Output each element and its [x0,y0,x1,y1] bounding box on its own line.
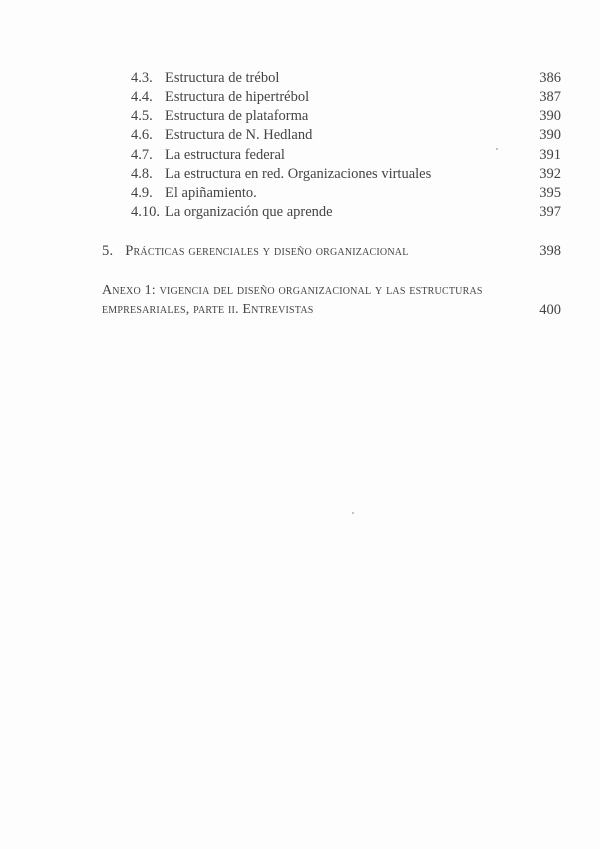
toc-entry-page: 397 [539,204,561,220]
toc-entry-number: 4.3. [131,70,153,86]
toc-entry-page: 390 [539,108,561,124]
toc-entry-page: 395 [539,185,561,201]
toc-entry-page: 392 [539,166,561,182]
toc-entry-number: 4.9. [131,185,153,201]
toc-entry-page: 386 [539,70,561,86]
toc-entry-title: Estructura de trébol [165,70,280,86]
toc-section-number: 5. [102,243,114,259]
toc-entry-title: Estructura de plataforma [165,108,309,124]
toc-entry-title: La estructura en red. Organizaciones virtuales [165,166,432,182]
toc-entry-title: Estructura de hipertrébol [165,89,310,105]
toc-entry-number: 4.10. [131,204,160,220]
toc-entry-title: La estructura federal [165,147,285,163]
toc-entry-title: Estructura de N. Hedland [165,127,313,143]
toc-entry-number: 4.6. [131,127,153,143]
toc-section-page: 398 [539,243,561,259]
toc-entry-page: 391 [539,147,561,163]
scan-speck [352,512,354,514]
toc-annex-page: 400 [539,302,561,318]
toc-entry-title: El apiñamiento. [165,185,257,201]
toc-entry-number: 4.5. [131,108,153,124]
toc-annex-line-1: Anexo 1: vigencia del diseño organizacional y las estructuras [102,283,483,298]
toc-entry-page: 390 [539,127,561,143]
toc-section-title: Prácticas gerenciales y diseño organizacional [125,243,409,259]
toc-entry-number: 4.8. [131,166,153,182]
toc-entry-page: 387 [539,89,561,105]
toc-entry-number: 4.7. [131,147,153,163]
toc-entry-number: 4.4. [131,89,153,105]
toc-section-heading [102,242,409,260]
scan-speck [496,148,498,150]
toc-annex-line-2: empresariales, parte ii. Entrevistas [102,302,314,317]
toc-entry-title: La organización que aprende [165,204,333,220]
